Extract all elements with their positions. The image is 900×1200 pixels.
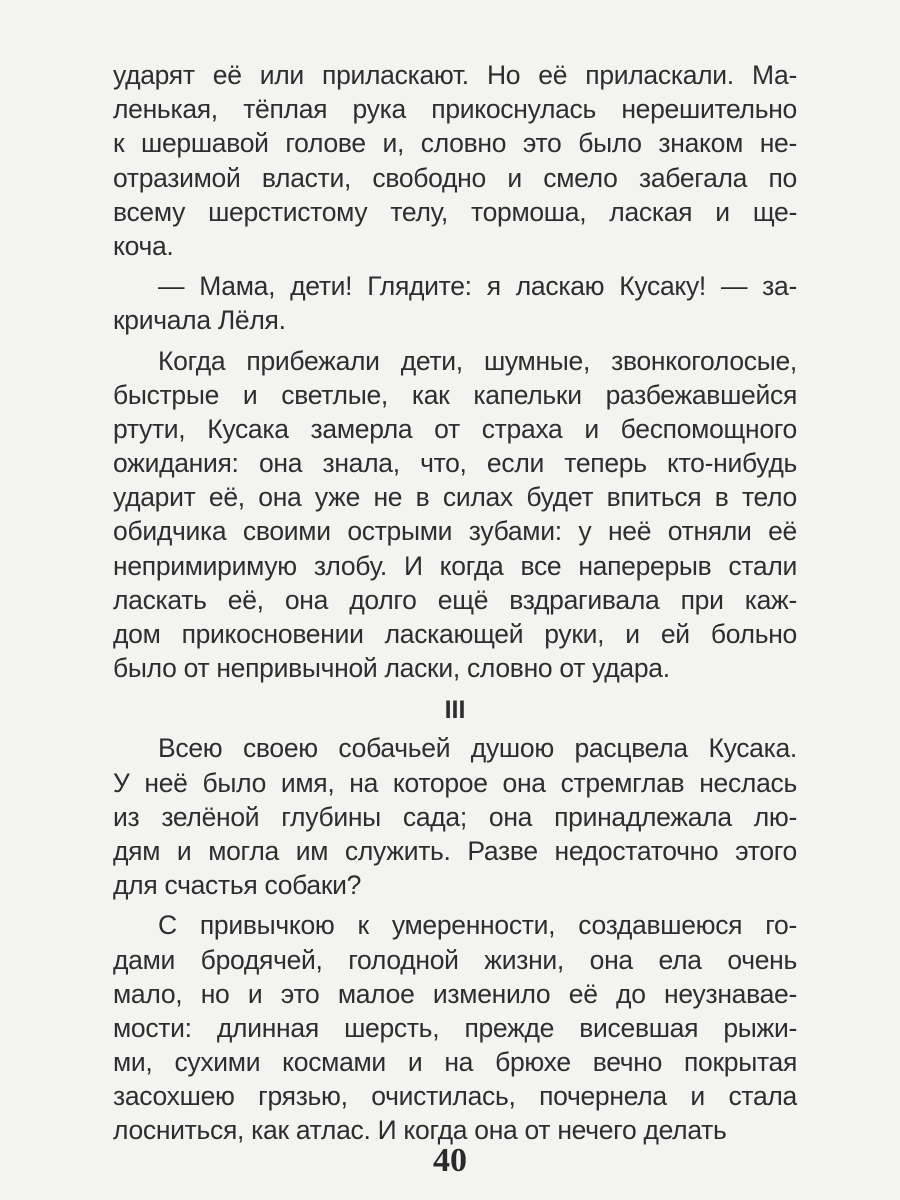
- text-block-before: [113, 58, 797, 685]
- text-line: дами бродячей, голодной жизни, она ела очень: [113, 944, 797, 975]
- paragraph: [113, 731, 797, 902]
- text-line: ми, сухими космами и на брюхе вечно покрытая: [113, 1047, 797, 1078]
- text-line: С привычкою к умеренности, создавшеюся го-: [158, 910, 797, 941]
- text-line: ласкать её, она долго ещё вздрагивала при каж-: [113, 584, 797, 615]
- text-line: лосниться, как атлас. И когда она от нечего делать: [113, 1115, 727, 1146]
- text-line: коча.: [113, 230, 174, 261]
- text-line: мости: длинная шерсть, прежде висевшая рыжи-: [113, 1012, 797, 1043]
- paragraph: [113, 269, 797, 337]
- text-line: кричала Лёля.: [113, 305, 286, 336]
- text-line: для счастья собаки?: [113, 870, 362, 901]
- paragraph: [113, 58, 797, 263]
- text-line: ожидания: она знала, что, если теперь кто-нибудь: [113, 448, 797, 479]
- text-line: ртути, Кусака замерла от страха и беспомощного: [113, 413, 797, 444]
- text-line: всему шерстистому телу, тормоша, лаская и ще-: [113, 196, 797, 227]
- text-line: из зелёной глубины сада; она принадлежала лю-: [113, 801, 797, 832]
- text-line: мало, но и это малое изменило её до неузнавае-: [113, 978, 797, 1009]
- page-body: [113, 58, 797, 1154]
- text-line: отразимой власти, свободно и смело забегала по: [113, 162, 797, 193]
- text-line: дом прикосновении ласкающей руки, и ей больно: [113, 619, 797, 649]
- text-line: ударят её или приласкают. Но её приласкали. Ма-: [113, 60, 797, 90]
- text-line: Когда прибежали дети, шумные, звонкоголосые,: [158, 345, 797, 376]
- text-line: непримиримую злобу. И когда все наперерыв стали: [113, 550, 797, 581]
- text-line: ударит её, она уже не в силах будет впиться в тело: [113, 482, 797, 513]
- text-line: быстрые и светлые, как капельки разбежавшейся: [113, 379, 797, 410]
- text-line: ленькая, тёплая рука прикоснулась нерешительно: [113, 94, 797, 125]
- text-line: Всею своею собачьей душою расцвела Кусака.: [158, 733, 797, 764]
- text-line: обидчика своими острыми зубами: у неё отняли её: [113, 516, 797, 547]
- paragraph: [113, 344, 797, 686]
- text-block-after: [113, 731, 797, 1147]
- section-heading: III: [444, 696, 466, 725]
- text-line: — Мама, дети! Глядите: я ласкаю Кусаку! — за-: [158, 271, 797, 302]
- text-line: к шершавой голове и, словно это было знаком не-: [113, 128, 797, 159]
- paragraph: [113, 908, 797, 1147]
- page-number: 40: [433, 1142, 467, 1179]
- text-line: дям и могла им служить. Разве недостаточно этого: [113, 835, 797, 866]
- text-line: У неё было имя, на которое она стремглав неслась: [113, 767, 797, 798]
- text-line: было от непривычной ласки, словно от удара.: [113, 653, 670, 684]
- text-line: засохшею грязью, очистилась, почернела и стала: [113, 1081, 797, 1112]
